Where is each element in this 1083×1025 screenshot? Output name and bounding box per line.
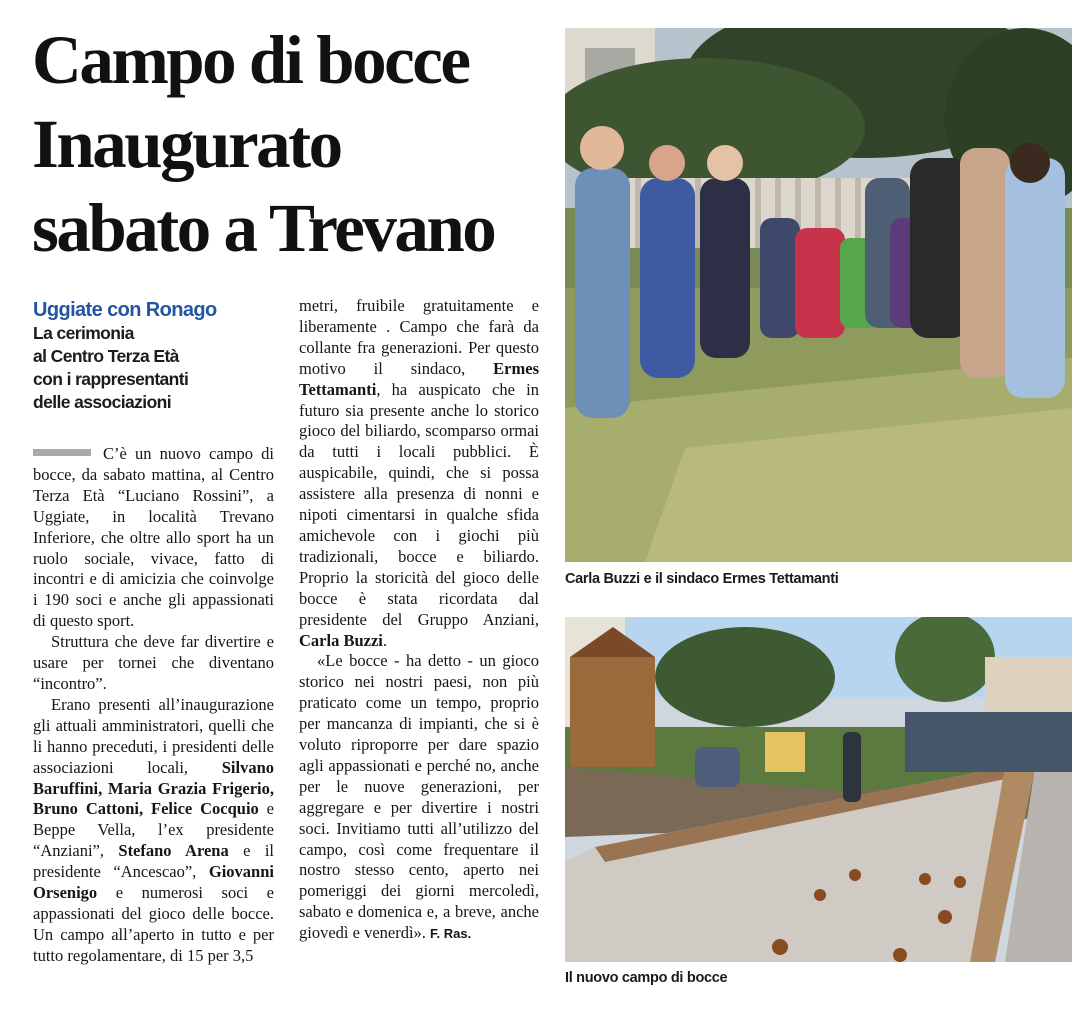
subhead-line-2: al Centro Terza Età [33, 346, 179, 366]
photo-bocce-court [565, 617, 1072, 962]
paragraph-3-carryover: metri, fruibile gratuitamente e liberamente . Campo che farà da collante fra generazioni. Per questo motivo il sindaco, [299, 296, 539, 378]
name-stefano-arena: Stefano Arena [118, 841, 229, 861]
caption-photo-bocce-court: Il nuovo campo di bocce [565, 970, 728, 986]
paragraph-4-text: «Le bocce - ha detto - un gioco storico nei nostri paesi, non più praticato come un tempo, proprio per mancanza di impianti, che si è voluto riproporre per dare spazio agli appassionati e perché no, anche per le nuove generazioni, per aggregare e per divertire i nostri soci. Invitiamo tutti all’utilizzo del campo, così come frequentare il nostro stesso cento, aperto nei pomeriggi dei giorni mercoledì, sabato e domenica e, a breve, anche giovedì e venerdì». [299, 651, 539, 943]
paragraph-3-text-c: e il presidente “Ancescao”, [33, 841, 274, 882]
paragraph-3-text-b: e Beppe Vella, l’ex presidente “Anziani”, [33, 799, 274, 861]
article-column-2 [299, 296, 539, 945]
headline-line-2: Inaugurato [32, 106, 341, 182]
paragraph-1 [33, 444, 274, 632]
headline [32, 18, 557, 270]
headline-line-1: Campo di bocce [32, 22, 469, 98]
author-signature: F. Ras. [430, 926, 472, 942]
kicker: Uggiate con Ronago [33, 299, 217, 321]
paragraph-3-continued [299, 296, 539, 651]
headline-line-3: sabato a Trevano [32, 190, 495, 266]
paragraph-3-text-e: , ha auspicato che in futuro sia presente anche lo storico gioco del biliardo, scomparso ormai da tutti i locali pubblici. È auspicabile, quindi, che si possa assistere alla presenza di nonni e nipoti cimentarsi in qualche sfida amichevole con i giochi più tradizionali, bocce e biliardo. Proprio la storicità del gioco delle bocce è stata ricordata dal presidente del Gruppo Anziani, [299, 379, 539, 629]
name-giovanni-orsenigo: Giovanni Orsenigo [33, 862, 274, 903]
paragraph-4 [299, 651, 539, 945]
article-column-1 [33, 444, 274, 967]
paragraph-3-text-d: e numerosi soci e appassionati del gioco delle bocce. Un campo all’aperto in tutto e per tutto regolamentare, di 15 per 3,5 [33, 883, 274, 965]
subhead-line-4: delle associazioni [33, 392, 172, 412]
paragraph-3-text-a: Erano presenti all’inaugurazione gli attuali amministratori, quelli che li hanno preceduti, i presidenti delle associazioni locali, [33, 694, 274, 777]
paragraph-3-text-f: . [382, 630, 387, 650]
subhead [33, 322, 273, 414]
paragraph-1-text: C’è un nuovo campo di bocce, da sabato mattina, al Centro Terza Età “Luciano Rossini”, a Uggiate, in località Trevano Inferiore, che oltre allo sport ha un ruolo sociale, vivace, fatto di incontri e di amicizia che coinvolge i 190 soci e anche gli appassionati di questo sport. [33, 444, 274, 631]
subhead-line-1: La cerimonia [33, 323, 134, 343]
photo-ceremony [565, 28, 1072, 562]
name-ermes-tettamanti: Ermes Tettamanti [299, 358, 539, 399]
paragraph-3 [33, 695, 274, 967]
subhead-line-3: con i rappresentanti [33, 369, 189, 389]
lead-bar [33, 449, 91, 456]
paragraph-2: Struttura che deve far divertire e usare per tornei che diventano “incontro”. [33, 632, 274, 693]
names-presidents: Silvano Baruffini, Maria Grazia Frigerio, Bruno Cattoni, Felice Cocquio [33, 757, 274, 819]
caption-photo-ceremony: Carla Buzzi e il sindaco Ermes Tettamanti [565, 571, 839, 587]
name-carla-buzzi: Carla Buzzi [299, 630, 383, 650]
